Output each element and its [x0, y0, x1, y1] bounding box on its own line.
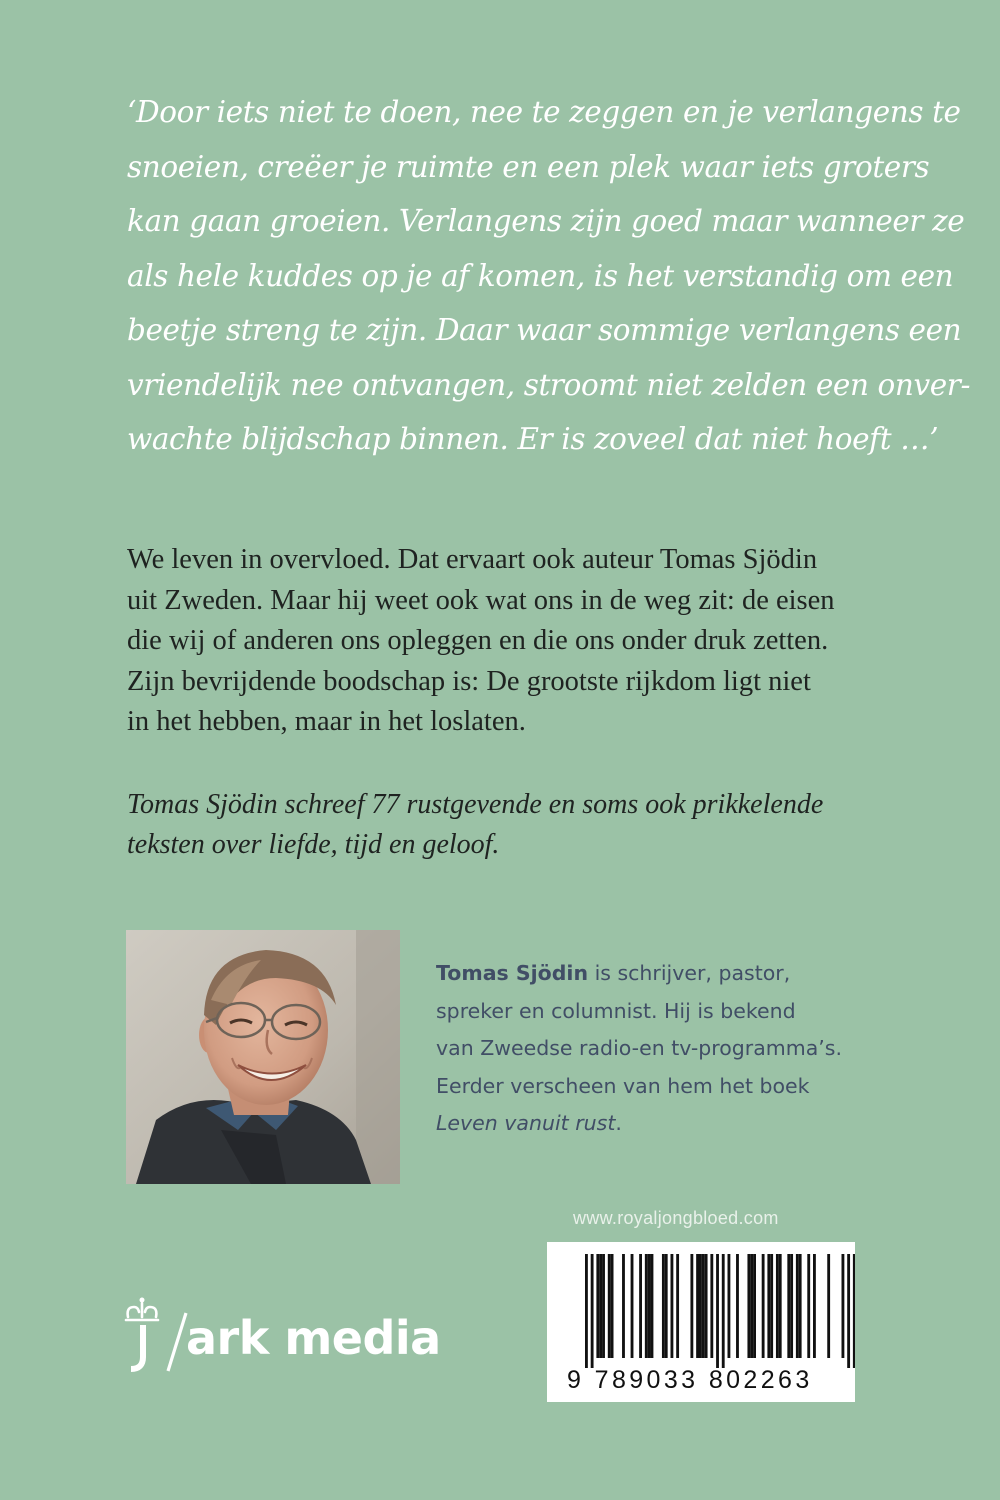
quote-line: beetje streng te zijn. Daar waar sommige verlangens een	[127, 313, 962, 347]
barcode-bar	[747, 1254, 750, 1358]
barcode-bar	[639, 1254, 642, 1358]
barcode-bar	[728, 1254, 731, 1358]
book-description	[127, 540, 897, 743]
bio-line: spreker en columnist. Hij is bekend	[436, 998, 796, 1023]
isbn-barcode	[547, 1242, 855, 1402]
barcode-bar	[696, 1254, 699, 1358]
barcode-bar	[608, 1254, 611, 1358]
barcode-bar	[671, 1254, 674, 1358]
barcode-bar	[799, 1254, 802, 1358]
quote-line: snoeien, creëer je ruimte en een plek waar iets groters	[127, 149, 930, 184]
quote-line: wachte blijdschap binnen. Er is zoveel dat niet hoeft …’	[127, 422, 939, 456]
barcode-bar	[611, 1254, 614, 1358]
barcode-bar	[753, 1254, 756, 1358]
isbn-number: 9 789033 802263	[567, 1366, 813, 1394]
barcode-bar	[676, 1254, 679, 1358]
description-line: in het hebben, maar in het loslaten.	[127, 706, 526, 738]
publisher-logo-text: ark media	[186, 1311, 441, 1365]
barcode-bar	[770, 1254, 773, 1358]
quote-line: vriendelijk nee ontvangen, stroomt niet zelden een onver-	[127, 367, 971, 402]
barcode-bar	[787, 1254, 790, 1358]
barcode-bar	[847, 1254, 850, 1368]
description-line: Zijn bevrijdende boodschap is: De grootste rijkdom ligt niet	[127, 665, 811, 697]
tagline-line: teksten over liefde, tijd en geloof.	[127, 829, 500, 860]
barcode-bar	[702, 1254, 705, 1358]
bio-line: van Zweedse radio-en tv-programma’s.	[436, 1036, 842, 1060]
barcode-bar	[736, 1254, 739, 1358]
book-title: Leven vanuit rust	[436, 1111, 616, 1135]
barcode-bar	[599, 1254, 602, 1358]
description-line: We leven in overvloed. Dat ervaart ook auteur Tomas Sjödin	[127, 544, 818, 575]
quote-line: ‘Door iets niet te doen, nee te zeggen en je verlangens te	[127, 95, 961, 129]
description-line: uit Zweden. Maar hij weet ook wat ons in de weg zit: de eisen	[127, 584, 835, 616]
barcode-bar	[596, 1254, 599, 1358]
barcode-bar	[665, 1254, 668, 1358]
barcode-bar	[807, 1254, 810, 1358]
tagline-line: Tomas Sjödin schreef 77 rustgevende en soms ook prikkelende	[127, 789, 824, 820]
barcode-bar	[662, 1254, 665, 1358]
barcode-bar	[767, 1254, 770, 1358]
bio-line-1-text: is schrijver, pastor,	[588, 961, 791, 985]
barcode-bar	[722, 1254, 725, 1368]
barcode-bar	[591, 1254, 594, 1368]
bio-line: Eerder verscheen van hem het boek	[436, 1073, 810, 1098]
barcode-bar	[796, 1254, 799, 1358]
bio-line	[436, 955, 876, 993]
barcode-bar	[585, 1254, 588, 1368]
author-bio	[436, 955, 876, 1143]
barcode-bar	[622, 1254, 625, 1358]
barcode-bar	[705, 1254, 708, 1358]
back-cover-quote	[127, 85, 971, 467]
crown-icon	[126, 1298, 158, 1321]
barcode-bar	[779, 1254, 782, 1358]
barcode-bar	[762, 1254, 765, 1358]
barcode-bar	[651, 1254, 654, 1358]
barcode-bar	[710, 1254, 713, 1358]
barcode-bar	[648, 1254, 651, 1358]
barcode-bar	[790, 1254, 793, 1358]
barcode-bar	[699, 1254, 702, 1358]
slash-icon	[168, 1313, 186, 1371]
barcode-bar	[645, 1254, 648, 1358]
barcode-bar	[853, 1254, 855, 1368]
j-letter-icon	[131, 1325, 143, 1369]
author-name: Tomas Sjödin	[436, 961, 589, 985]
barcode-bar	[716, 1254, 719, 1368]
barcode-bar	[750, 1254, 753, 1358]
barcode-bar	[690, 1254, 693, 1358]
author-photo	[126, 930, 400, 1184]
barcode-bar	[813, 1254, 816, 1358]
quote-line: als hele kuddes op je af komen, is het verstandig om een	[127, 258, 954, 293]
book-title-suffix: .	[615, 1111, 622, 1135]
barcode-bar	[827, 1254, 830, 1358]
bio-line	[436, 1105, 876, 1143]
barcode-bar	[842, 1254, 845, 1358]
book-tagline	[127, 785, 897, 865]
barcode-bar	[631, 1254, 634, 1358]
description-line: die wij of anderen ons opleggen en die ons onder druk zetten.	[127, 625, 829, 657]
barcode-bar	[776, 1254, 779, 1358]
barcode-bar	[602, 1254, 605, 1358]
publisher-website: www.royaljongbloed.com	[573, 1208, 779, 1228]
quote-line: kan gaan groeien. Verlangens zijn goed maar wanneer ze	[127, 204, 965, 238]
